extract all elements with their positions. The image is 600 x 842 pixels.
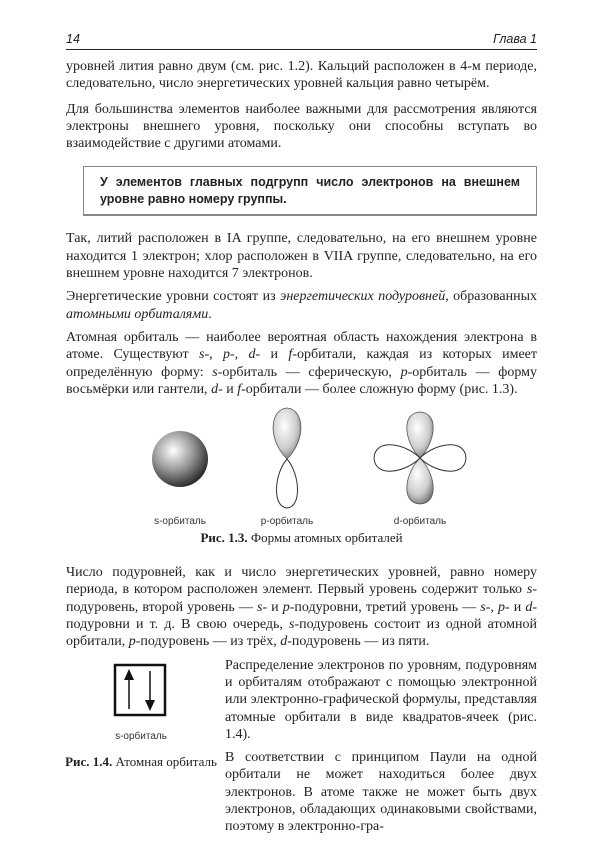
figure-1-3 <box>66 404 537 554</box>
figure-1-4-section <box>66 657 537 842</box>
paragraph: В соответствии с принципом Паули на одной орбитали не может находиться более двух электронов. В атоме также не может быть двух электронов, обладающих одинаковыми свойствами, поэтому в электронно-гра- <box>225 750 537 835</box>
p-orbital-label: p-орбиталь <box>260 516 314 528</box>
paragraph: Распределение электронов по уровням, подуровням и орбиталям отображают с помощью электронной или электронно-графической формулы, представляя атомные орбитали в виде квадратов-ячеек (рис. 1.4). <box>225 657 537 742</box>
paragraph: Атомная орбиталь — наиболее вероятная область нахождения электрона в атоме. Существуют s-, p-, d- и f-орбитали, каждая из которых имеет определённую форму: s-орбиталь — сферическую, p-орбиталь — форму восьмёрки или гантели, d- и f-орбитали — более сложную форму (рис. 1.3). <box>66 329 538 397</box>
figure-caption: Рис. 1.3. Формы атомных орбиталей <box>200 530 403 546</box>
side-text <box>225 657 537 842</box>
d-orbital-label: d-орбиталь <box>393 516 447 528</box>
figure-1-4 <box>66 657 216 770</box>
d-orbital-illustration <box>370 408 470 508</box>
page-number: 14 <box>66 32 80 46</box>
s-orbital-label: s-орбиталь <box>115 730 167 742</box>
paragraph: Так, литий расположен в IA группе, следовательно, на его внешнем уровне находится 1 электрон; хлор расположен в VIIA группе, следовательно, на его внешнем уровне находится 7 электронов. <box>66 231 537 282</box>
figure-caption: Рис. 1.4. Атомная орбиталь <box>65 753 217 769</box>
orbital-cell-diagram <box>113 663 169 719</box>
running-header <box>66 32 537 50</box>
highlight-box <box>83 166 537 216</box>
highlight-text: У элементов главных подгрупп число электронов на внешнем уровне равно номеру группы. <box>100 175 520 207</box>
chapter-title: Глава 1 <box>493 32 537 46</box>
p-orbital-illustration <box>262 404 312 514</box>
s-orbital-illustration <box>140 424 220 494</box>
paragraph: Число подуровней, как и число энергетических уровней, равно номеру периода, в котором расположен элемент. Первый уровень содержит только s-подуровень, второй уровень — s- и p-подуровни, третий уровень — s-, p- и d-подуровни и т. д. В свою очередь, s-подуровень состоит из одной атомной орбитали, p-подуровень — из трёх, d-подуровень — из пяти. <box>66 565 538 650</box>
paragraph: уровней лития равно двум (см. рис. 1.2). Кальций расположен в 4-м периоде, следовательно, число энергетических уровней кальция равно четырём. <box>66 59 537 92</box>
paragraph: Энергетические уровни состоят из энергетических подуровней, образованных атомными орбиталями. <box>66 289 537 322</box>
paragraph: Для большинства элементов наиболее важными для рассмотрения являются электроны внешнего уровня, поскольку они способны вступать во взаимодействие с другими атомами. <box>66 101 537 152</box>
s-orbital-label: s-орбиталь <box>154 516 206 528</box>
page-column <box>66 32 537 842</box>
